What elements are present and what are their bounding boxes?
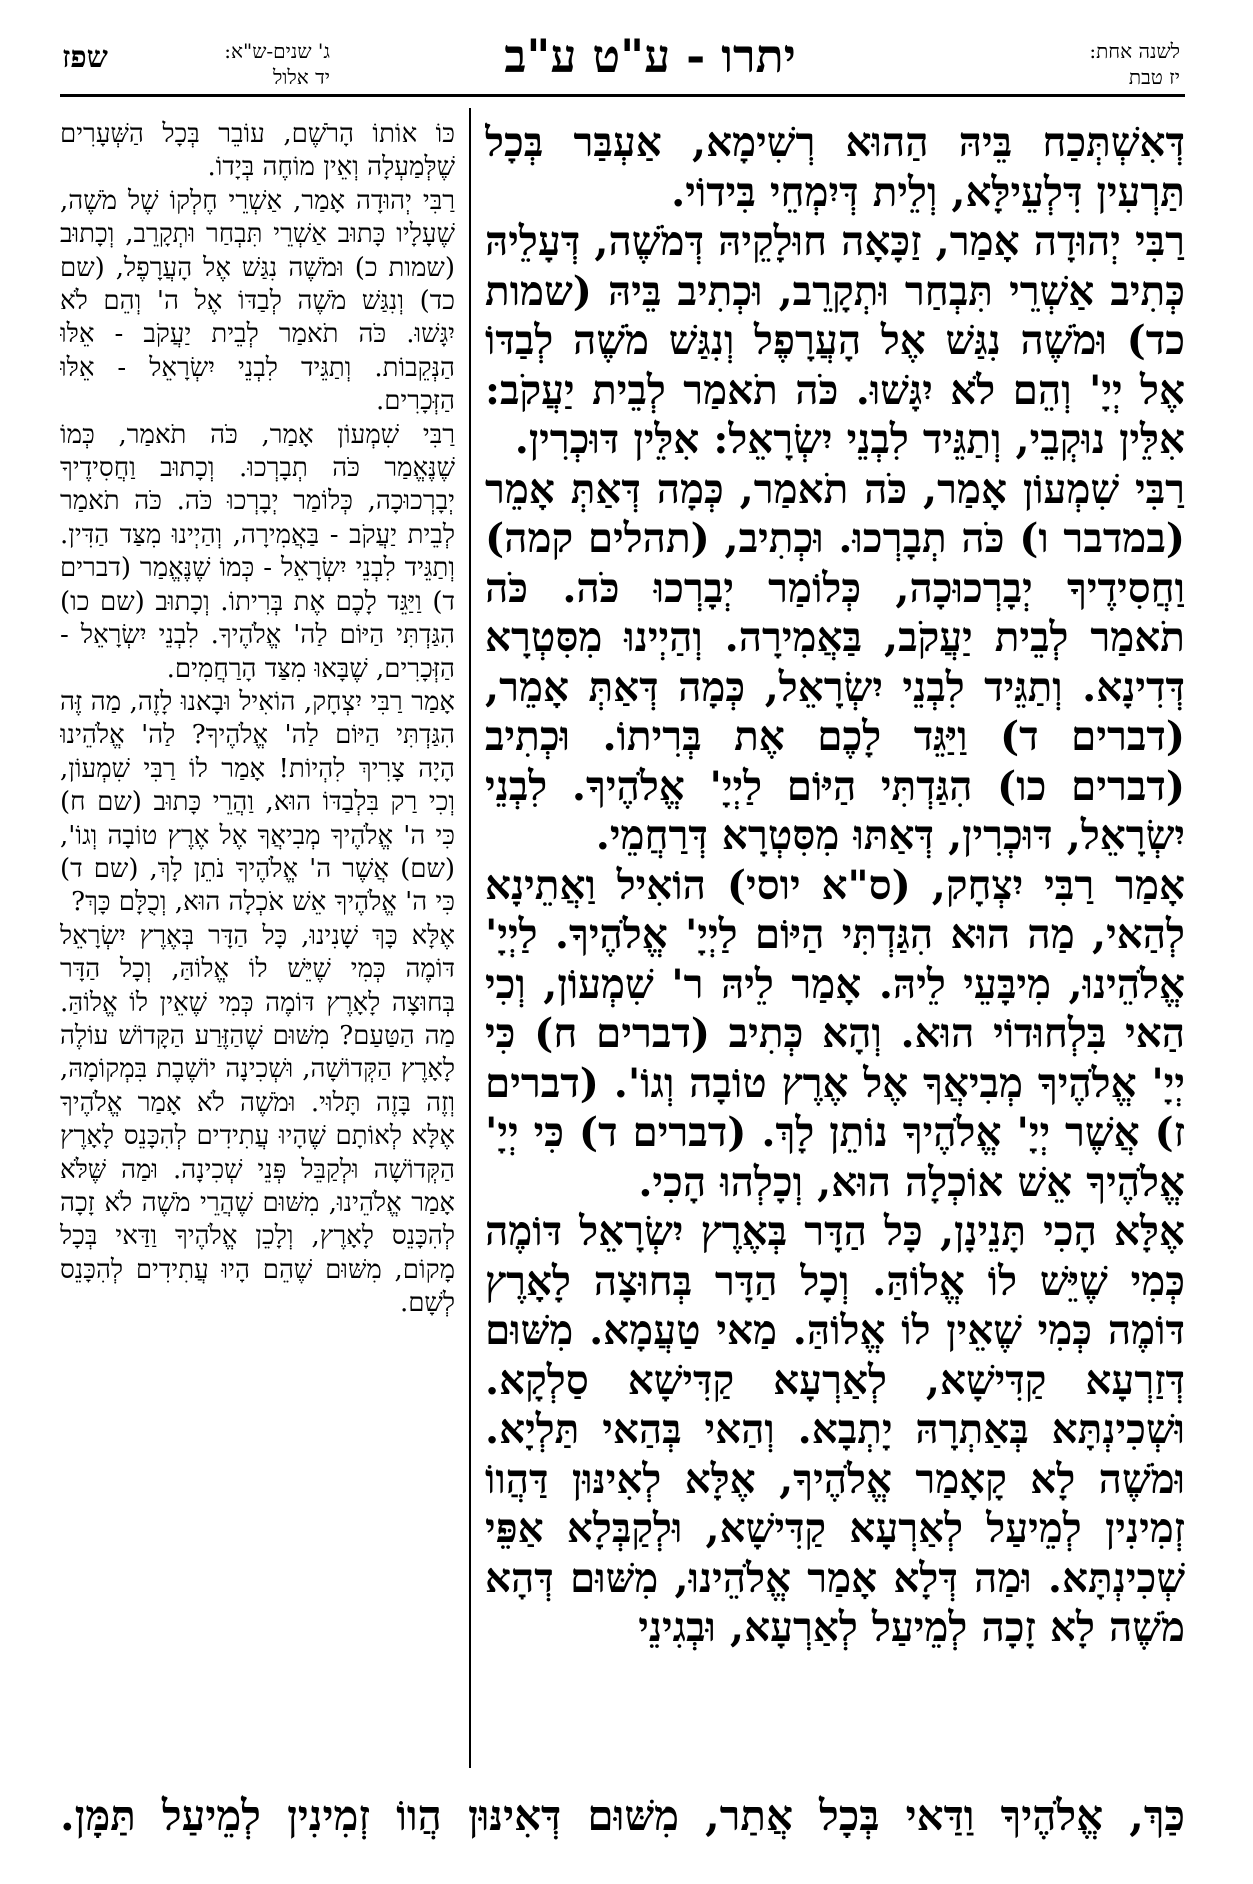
main-paragraph: רַבִּי שִׁמְעוֹן אָמַר, כֹּה תֹאמַר, כְּמָה דְּאַתְּ אָמֵר (במדבר ו) כֹּה תְבָרְכוּ. וּכְתִיב, (תהלים קמה) וַחֲסִידֶיךָ יְבָרְכוּכָה, כְּלוֹמַר יְבָרְכוּ כֹּה. כֹּה תֹאמַר לְבֵית יַעֲקֹב, בַּאֲמִירָה. וְהַיְינוּ מִסִּטְרָא דְּדִינָא. וְתַגֵּיד לִבְנֵי יִשְׂרָאֵל, כְּמָה דְּאַתְּ אָמֵר, (דברים ד) וַיַּגֵּד לָכֶם אֶת בְּרִיתוֹ. וּכְתִיב (דברים כו) הִגַּדְתִּי הַיּוֹם לַיְיָ' אֱלֹהֶיךָ. לִבְנֵי יִשְׂרָאֵל, דּוּכְרִין, דְּאַתּוּ מִסִּטְרָא דְּרַחֲמֵי. <box>485 464 1185 859</box>
header-alt-schedule <box>150 38 330 90</box>
main-paragraph: דְּאִשְׁתְּכַח בֵּיהּ הַהוּא רְשִׁימָא, אַעְבַּר בְּכָל תַּרְעִין דִּלְעֵילָּא, וְלֵית דְּיִמְחֵי בִּידוֹי. <box>485 118 1185 216</box>
main-paragraph: רַבִּי יְהוּדָה אָמַר, זַכָּאָה חוּלָקֵיהּ דְּמֹשֶׁה, דְּעָלֵיהּ כְּתִיב אַשְׁרֵי תִּבְחַר וּתְקָרֵב, וּכְתִיב בֵּיהּ (שמות כד) וּמֹשֶׁה נִגַּשׁ אֶל הָעֲרָפֶל וְנִגַּשׁ מֹשֶׁה לְבַדּוֹ אֶל יְיָ' וְהֵם לֹא יִגָּשׁוּ. כֹּה תֹאמַר לְבֵית יַעֲקֹב: אִלֵּין נוּקְבֵי, וְתַגֵּיד לִבְנֵי יִשְׂרָאֵל: אִלֵּין דּוּכְרִין. <box>485 217 1185 463</box>
column-divider <box>469 108 471 1768</box>
translation-paragraph: רַבִּי יְהוּדָה אָמַר, אַשְׁרֵי חֶלְקוֹ שֶׁל מֹשֶׁה, שֶׁעָלָיו כָּתוּב אַשְׁרֵי תִּבְחַר וּתְקָרֵב, וְכָתוּב (שמות כ) וּמֹשֶׁה נִגַּשׁ אֶל הָעֲרָפֶל, (שם כד) וְנִגַּשׁ מֹשֶׁה לְבַדּוֹ אֶל ה' וְהֵם לֹא יִגָּשׁוּ. כֹּה תֹאמַר לְבֵית יַעֲקֹב - אֵלּוּ הַנְּקֵבוֹת. וְתַגֵּיד לִבְנֵי יִשְׂרָאֵל - אֵלּוּ הַזְּכָרִים. <box>60 185 455 417</box>
main-paragraph: אָמַר רַבִּי יִצְחָק, (ס"א יוסי) הוֹאִיל וַאֲתֵינָא לְהַאי, מַה הוּא הִגַּדְתִּי הַיּוֹם לַיְיָ' אֱלֹהֶיךָ. לַיְיָ' אֱלֹהֵינוּ, מִיבָּעֵי לֵיהּ. אָמַר לֵיהּ ר' שִׁמְעוֹן, וְכִי הַאי בִּלְחוּדוֹי הוּא. וְהָא כְּתִיב (דברים ח) כִּי יְיָ' אֱלֹהֶיךָ מְבִיאֲךָ אֶל אֶרֶץ טוֹבָה וְגוֹ'. (דברים ז) אֲשֶׁר יְיָ' אֱלֹהֶיךָ נוֹתֵן לָךְ. (דברים ד) כִּי יְיָ' אֱלֹהֶיךָ אֵשׁ אוֹכְלָה הוּא, וְכָלְהוּ הָכִי. <box>485 860 1185 1206</box>
translation-paragraph: כּוֹ אוֹתוֹ הָרֹשֶׁם, עוֹבֵר בְּכָל הַשְּׁעָרִים שֶׁלְּמַעְלָה וְאֵין מוֹחֶה בְּיָדוֹ. <box>60 119 455 183</box>
bottom-full-width-line: כַּךְ, אֱלֹהֶיךָ וַדַּאי בְּכָל אֲתַר, מִשּׁוּם דְּאִינּוּן הֲווֹ זְמִינִין לְמֵיעַל תַּמָּן. <box>60 1791 1185 1840</box>
translation-column <box>60 118 455 1768</box>
translation-paragraph: אֶלָּא כָּךְ שָׁנִינוּ, כָּל הַדָּר בְּאֶרֶץ יִשְׂרָאֵל דּוֹמֶה כְּמִי שֶׁיֵּשׁ לוֹ אֱלוֹהַּ, וְכָל הַדָּר בְּחוּצָה לָאָרֶץ דּוֹמֶה כְּמִי שֶׁאֵין לוֹ אֱלוֹהַּ. מַה הַטַּעַם? מִשּׁוּם שֶׁהַזֶּרַע הַקָּדוֹשׁ עוֹלֶה לָאָרֶץ הַקְּדוֹשָׁה, וּשְׁכִינָה יוֹשֶׁבֶת בִּמְקוֹמָהּ, וְזֶה בָּזֶה תָּלוּי. וּמֹשֶׁה לֹא אָמַר אֱלֹהֶיךָ אֶלָּא לְאוֹתָם שֶׁהָיוּ עֲתִידִים לְהִכָּנֵס לָאָרֶץ הַקְּדוֹשָׁה וּלְקַבֵּל פְּנֵי שְׁכִינָה. וּמַה שֶּׁלֹּא אָמַר אֱלֹהֵינוּ, מִשּׁוּם שֶׁהֲרֵי מֹשֶׁה לֹא זָכָה לְהִכָּנֵס לָאָרֶץ, וְלָכֵן אֱלֹהֶיךָ וַדַּאי בְּכָל מָקוֹם, מִשּׁוּם שֶׁהֵם הָיוּ עֲתִידִים לְהִכָּנֵס לְשָׁם. <box>60 920 455 1319</box>
header-schedule-label: לשנה אחת: <box>1089 39 1180 63</box>
main-zohar-column <box>485 118 1185 1763</box>
page-title: יתרו - ע"ט ע"ב <box>504 29 796 83</box>
header-divider <box>60 94 1185 97</box>
translation-paragraph: אָמַר רַבִּי יִצְחָק, הוֹאִיל וּבָאנוּ לָזֶה, מַה זֶּה הִגַּדְתִּי הַיּוֹם לַה' אֱלֹהֶיךָ? לַה' אֱלֹהֵינוּ הָיָה צָרִיךְ לִהְיוֹת! אָמַר לוֹ רַבִּי שִׁמְעוֹן, וְכִי רַק בִּלְבַדּוֹ הוּא, וַהֲרֵי כָּתוּב (שם ח) כִּי ה' אֱלֹהֶיךָ מְבִיאֲךָ אֶל אֶרֶץ טוֹבָה וְגוֹ', (שם) אֲשֶׁר ה' אֱלֹהֶיךָ נֹתֵן לָךְ, (שם ד) כִּי ה' אֱלֹהֶיךָ אֵשׁ אֹכְלָה הוּא, וְכֻלָּם כָּךְ? <box>60 686 455 918</box>
translation-paragraph: רַבִּי שִׁמְעוֹן אָמַר, כֹּה תֹאמַר, כְּמוֹ שֶׁנֶּאֱמַר כֹּה תְבָרְכוּ. וְכָתוּב וַחֲסִידֶיךָ יְבָרְכוּכָה, כְּלוֹמַר יְבָרְכוּ כֹּה. כֹּה תֹאמַר לְבֵית יַעֲקֹב - בַּאֲמִירָה, וְהַיְינוּ מִצַּד הַדִּין. וְתַגֵּיד לִבְנֵי יִשְׂרָאֵל - כְּמוֹ שֶׁנֶּאֱמַר (דברים ד) וַיַּגֵּד לָכֶם אֶת בְּרִיתוֹ. וְכָתוּב (שם כו) הִגַּדְתִּי הַיּוֹם לַה' אֱלֹהֶיךָ. לִבְנֵי יִשְׂרָאֵל - הַזְּכָרִים, שֶׁבָּאוּ מִצַּד הָרַחֲמִים. <box>60 419 455 684</box>
main-paragraph: אֶלָּא הָכִי תָּנֵינָן, כָּל הַדָּר בְּאֶרֶץ יִשְׂרָאֵל דּוֹמֶה כְּמִי שֶׁיֵּשׁ לוֹ אֱלוֹהַּ. וְכָל הַדָּר בְּחוּצָה לָאָרֶץ דּוֹמֶה כְּמִי שֶׁאֵין לוֹ אֱלוֹהַּ. מַאי טַעֲמָא. מִשּׁוּם דְּזַרְעָא קַדִּישָׁא, לְאַרְעָא קַדִּישָׁא סַלְקָא. וּשְׁכִינְתָּא בְּאַתְרָהּ יָתְבָא. וְהַאי בְּהַאי תַּלְיָא. וּמֹשֶׁה לָא קָאָמַר אֱלֹהֶיךָ, אֶלָּא לְאִינּוּן דַּהֲווֹ זְמִינִין לְמֵיעַל לְאַרְעָא קַדִּישָׁא, וּלְקַבְּלָא אַפֵּי שְׁכִינְתָּא. וּמַה דְּלָא אָמַר אֱלֹהֵינוּ, מִשּׁוּם דְּהָא מֹשֶׁה לָא זָכָה לְמֵיעַל לְאַרְעָא, וּבְגִינֵי <box>485 1207 1185 1651</box>
header-schedule-date: יז טבת <box>1128 65 1180 89</box>
header-parsha-schedule <box>1000 38 1180 90</box>
page-number: שפז <box>62 40 108 75</box>
header-alt-date: יד אלול <box>272 65 330 89</box>
header-alt-label: ג' שנים-ש"א: <box>224 39 330 63</box>
